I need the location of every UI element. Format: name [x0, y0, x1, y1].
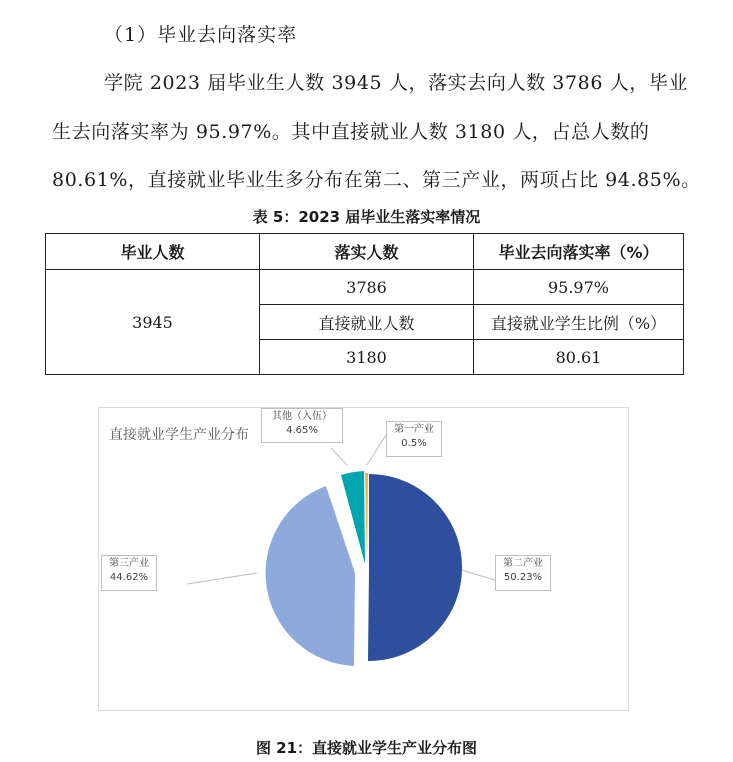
label-secondary-value: 50.23% — [503, 572, 543, 583]
label-primary — [386, 421, 442, 457]
leader-line-primary — [367, 435, 386, 465]
leader-line-tertiary — [187, 573, 257, 584]
industry-pie-chart — [98, 407, 629, 711]
cell-placed: 3786 — [260, 270, 474, 305]
leader-line-secondary — [461, 570, 495, 580]
chart-title: 直接就业学生产业分布 — [109, 427, 249, 443]
label-tertiary-name: 第三产业 — [109, 558, 149, 569]
header-placed: 落实人数 — [260, 234, 474, 270]
leader-line-other — [331, 448, 347, 465]
slice-tertiary-industry — [266, 486, 355, 666]
cell-direct-employment-label: 直接就业人数 — [260, 305, 474, 340]
label-tertiary — [101, 555, 157, 591]
label-primary-name: 第一产业 — [394, 424, 434, 435]
cell-direct-employment-ratio: 80.61 — [474, 340, 684, 375]
paragraph-line-1: 学院 2023 届毕业生人数 3945 人，落实去向人数 3786 人，毕业 — [104, 72, 689, 94]
header-graduates: 毕业人数 — [46, 234, 260, 270]
cell-placement-rate: 95.97% — [474, 270, 684, 305]
label-tertiary-value: 44.62% — [109, 572, 149, 583]
label-primary-value: 0.5% — [401, 438, 427, 449]
label-other-value: 4.65% — [286, 425, 318, 436]
label-other-name: 其他（入伍） — [272, 411, 332, 422]
paragraph-line-2: 生去向落实率为 95.97%。其中直接就业人数 3180 人，占总人数的 — [52, 121, 650, 143]
label-other — [261, 408, 343, 443]
table-header-row — [46, 234, 684, 270]
slice-primary-industry — [365, 473, 368, 566]
table-caption: 表 5：2023 届毕业生落实率情况 — [252, 208, 481, 226]
cell-graduates: 3945 — [46, 270, 260, 375]
paragraph-line-3: 80.61%，直接就业毕业生多分布在第二、第三产业，两项占比 94.85%。 — [52, 169, 701, 191]
cell-direct-employment-ratio-label: 直接就业学生比例（%） — [474, 305, 684, 340]
table-row — [46, 270, 684, 305]
label-secondary-name: 第二产业 — [503, 558, 543, 569]
label-secondary — [495, 555, 551, 591]
header-placement-rate: 毕业去向落实率（%） — [474, 234, 684, 270]
slice-secondary-industry — [368, 474, 462, 661]
figure-caption: 图 21：直接就业学生产业分布图 — [255, 739, 478, 757]
placement-rate-table — [45, 233, 684, 375]
section-heading: （1）毕业去向落实率 — [104, 24, 298, 46]
cell-direct-employment-count: 3180 — [260, 340, 474, 375]
